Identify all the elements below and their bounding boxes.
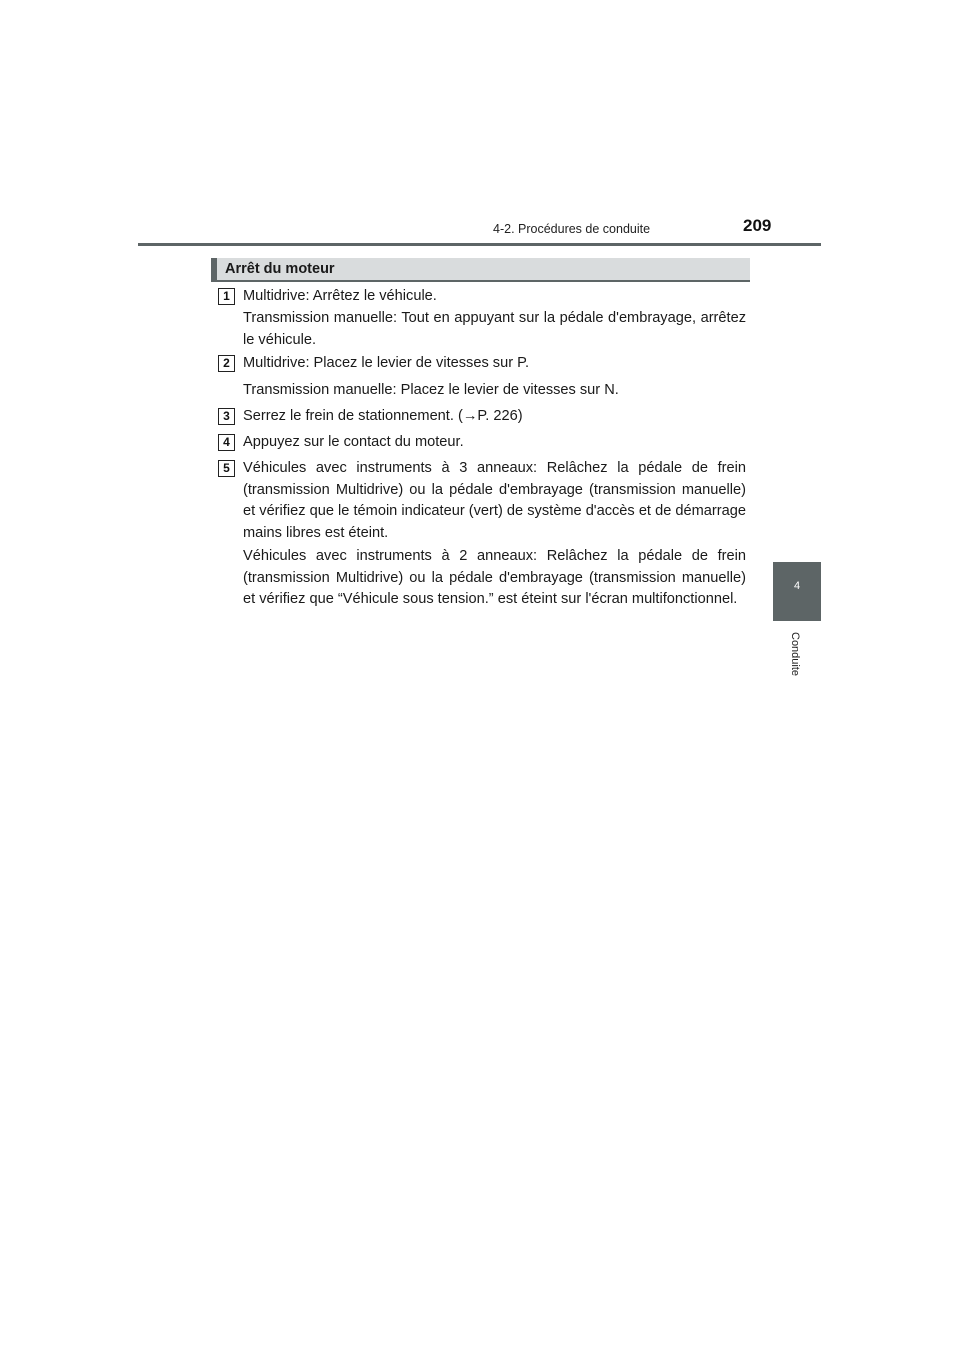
- chapter-number: 4: [793, 580, 801, 592]
- step-2-text-a: Multidrive: Placez le levier de vitesses sur P.: [243, 355, 530, 371]
- header-section-title: 4-2. Procédures de conduite: [493, 222, 651, 236]
- chapter-tab: [773, 562, 821, 621]
- step-2-text-b: Transmission manuelle: Placez le levier de vitesses sur N.: [243, 382, 619, 398]
- step-1-text-a: Multidrive: Arrêtez le véhicule.: [243, 288, 437, 304]
- page-number: 209: [743, 216, 772, 235]
- step-3-text: Serrez le frein de stationnement. (→P. 226): [243, 408, 523, 424]
- step-4-text: Appuyez sur le contact du moteur.: [243, 434, 464, 450]
- step-number-2: 2: [218, 355, 235, 372]
- step-5-text-a: Véhicules avec instruments à 3 anneaux: Relâchez la pédale de frein (transmission Multidrive) ou la pédale d'embrayage (transmission manuelle) et vérifiez que le témoin indicateur (vert) de système d'accès et de démarrage mains libres est éteint.: [243, 460, 746, 541]
- section-header: [211, 258, 750, 282]
- step-number-3: 3: [218, 408, 235, 425]
- section-title: Arrêt du moteur: [225, 261, 335, 277]
- chapter-label: Conduite: [789, 632, 801, 677]
- step-number-4: 4: [218, 434, 235, 451]
- step-number-1: 1: [218, 288, 235, 305]
- section-header-accent: [211, 258, 217, 280]
- step-number-5: 5: [218, 460, 235, 477]
- step-1-text-b: Transmission manuelle: Tout en appuyant sur la pédale d'embrayage, arrêtez le véhicule.: [243, 310, 746, 348]
- step-5-text-b: Véhicules avec instruments à 2 anneaux: Relâchez la pédale de frein (transmission Multidrive) ou la pédale d'embrayage (transmission manuelle) et vérifiez que “Véhicule sous tension.” est éteint sur l'écran multifonctionnel.: [243, 548, 746, 608]
- header-divider: [138, 243, 821, 246]
